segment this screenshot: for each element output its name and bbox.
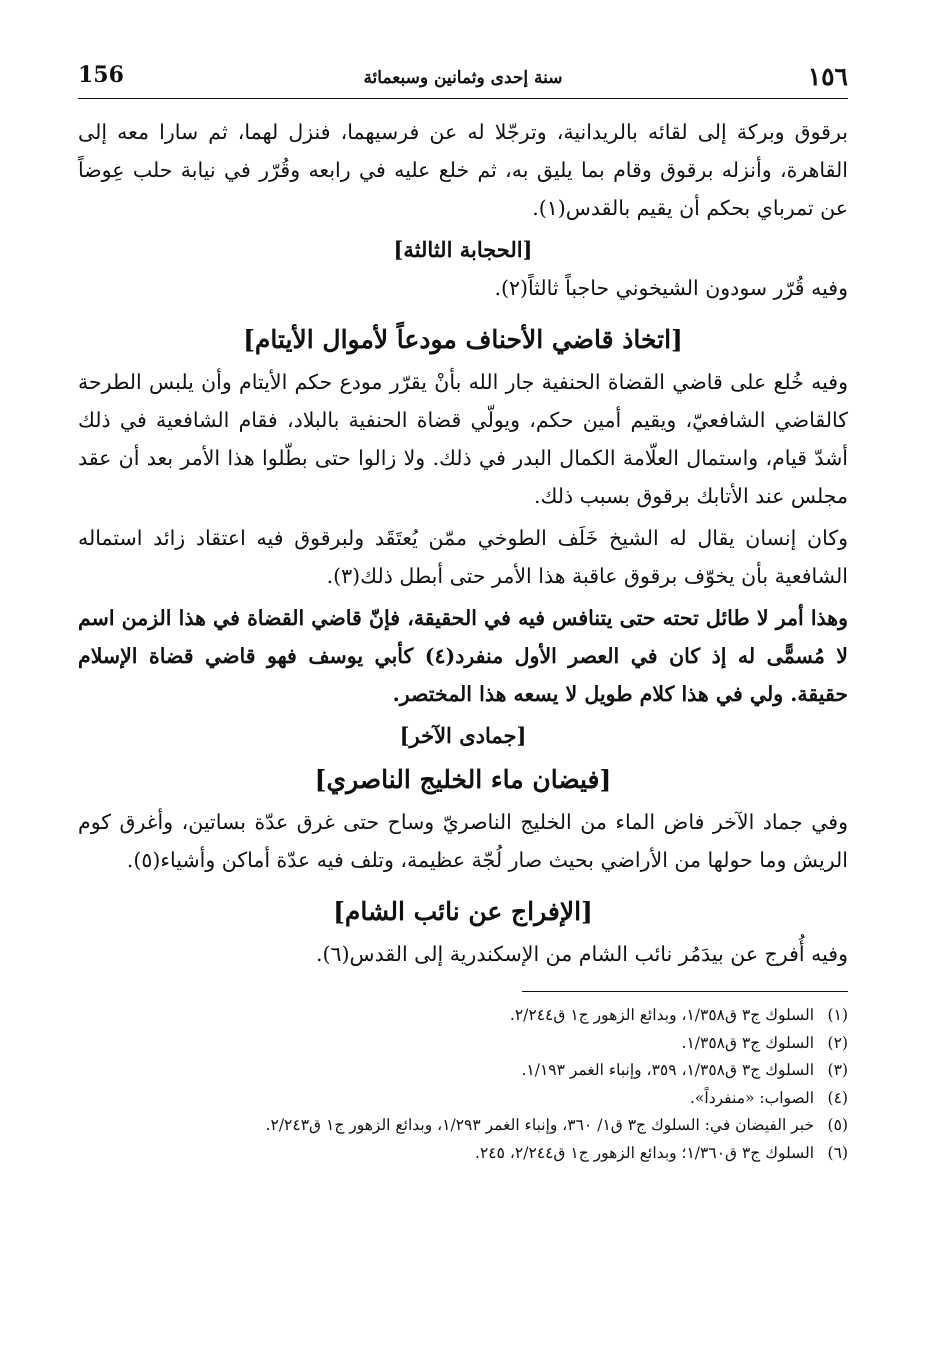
footnotes-list — [78, 1002, 848, 1167]
running-title: سنة إحدى وثمانين وسبعمائة — [363, 68, 563, 88]
intro-paragraph: برقوق وبركة إلى لقائه بالريدانية، وترجّلا له عن فرسيهما، فنزل لهما، ثم سارا معه إلى القاهرة، وأنزله برقوق وقام بما يليق به، ثم خلع عليه في رابعه وقُرّر في نيابة حلب عِوضاً عن تمرباي بحكم أن يقيم بالقدس(١). — [78, 120, 848, 220]
paragraph-flood: وفي جماد الآخر فاض الماء من الخليج الناصريّ وساح حتى غرق عدّة بساتين، وأغرق كوم الريش وما حولها من الأراضي بحيث صار لُجّة عظيمة، وتلف فيه عدّة أماكن وأشياء(٥). — [78, 810, 848, 872]
section-heading-third-chamberlain: [الحجابة الثالثة] — [393, 237, 533, 262]
footnote-item — [78, 1140, 848, 1168]
paragraph-release: وفيه أُفرج عن بيدَمُر نائب الشام من الإسكندرية إلى القدس(٦). — [316, 942, 848, 966]
paragraph-commentary: وهذا أمر لا طائل تحته حتى يتنافس فيه في الحقيقة، فإنّ قاضي القضاة في هذا الزمن اسم لا مُسمًّى له إذ كان في العصر الأول منفرد(٤) كأبي يوسف فهو قاضي قضاة الإسلام حقيقة. ولي في هذا كلام طويل لا يسعه هذا المختصر. — [78, 606, 848, 706]
footnote-item — [78, 1030, 848, 1058]
footnote-separator — [522, 991, 848, 992]
footnote-text: السلوك ج٣ ق١/٣٥٨، وبدائع الزهور ج١ ق٢/٢٤٤. — [509, 1006, 814, 1024]
footnote-number: (٣) — [827, 1061, 848, 1079]
footnote-text: السلوك ج٣ ق١/٣٥٨. — [681, 1033, 814, 1052]
section-heading-release: [الإفراج عن نائب الشام] — [333, 897, 593, 926]
paragraph-hanafi-judge: وفيه خُلع على قاضي القضاة الحنفية جار الله بأنْ يقرّر مودع حكم الأيتام وأن يلبس الطرحة كالقاضي الشافعيّ، ويقيم أمين حكم، ويولّي قضاة الحنفية بالبلاد، فقام الشافعية في ذلك أشدّ قيام، واستمال العلّامة الكمال البدر في ذلك. ولا زالوا حتى بطّلوا هذا الأمر بعد أن عقد مجلس عند الأتابك برقوق بسبب ذلك. — [78, 370, 848, 508]
section-heading-flood: [فيضان ماء الخليج الناصري] — [314, 765, 612, 794]
footnote-number: (١) — [827, 1006, 848, 1024]
footnote-item — [78, 1057, 848, 1085]
footnote-item — [78, 1085, 848, 1113]
footnote-text: الصواب: «منفرداً». — [690, 1088, 814, 1107]
footnote-item — [78, 1002, 848, 1030]
footnote-text: خبر الفيضان في: السلوك ج٣ ق١/ ٣٦٠، وإنباء الغمر ١/٢٩٣، وبدائع الزهور ج١ ق٢/٢٤٣. — [265, 1116, 814, 1134]
page-number-arabic: ١٥٦ — [807, 62, 848, 91]
footnote-number: (٢) — [827, 1033, 848, 1052]
footnote-number: (٤) — [827, 1088, 848, 1107]
section-heading-hanafi-judge: [اتخاذ قاضي الأحناف مودعاً لأموال الأيتام] — [243, 325, 683, 354]
running-header — [78, 58, 848, 99]
footnote-number: (٥) — [827, 1116, 848, 1134]
paragraph-third-chamberlain: وفيه قُرّر سودون الشيخوني حاجباً ثالثاً(٢). — [494, 276, 848, 300]
footnote-text: السلوك ج٣ ق١/٣٦٠؛ وبدائع الزهور ج١ ق٢/٢٤٤، ٢٤٥. — [475, 1143, 814, 1162]
footnote-text: السلوك ج٣ ق١/٣٥٨، ٣٥٩، وإنباء الغمر ١/١٩٣. — [521, 1061, 814, 1079]
footnote-item — [78, 1112, 848, 1140]
footnote-number: (٦) — [827, 1143, 848, 1162]
paragraph-sheikh-khalaf: وكان إنسان يقال له الشيخ خَلَف الطوخي ممّن يُعتَقَد ولبرقوق فيه اعتقاد زائد استماله الشافعية بأن يخوّف برقوق عاقبة هذا الأمر حتى أبطل ذلك(٣). — [78, 526, 848, 588]
section-heading-jumada: [جمادى الآخر] — [399, 723, 527, 748]
page-number-latin: 156 — [78, 62, 124, 88]
